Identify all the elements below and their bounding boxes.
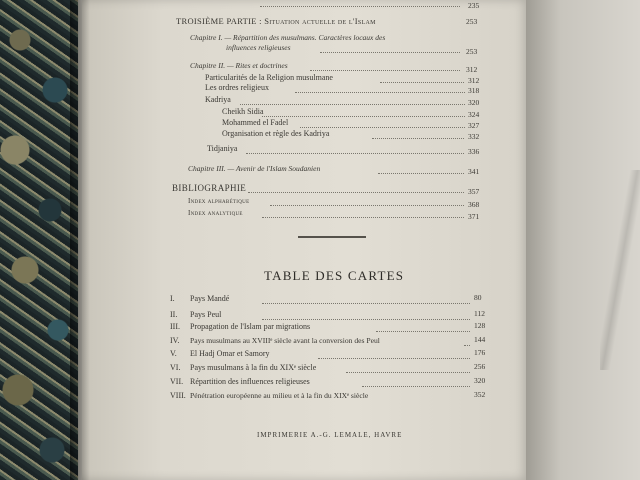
carte-page: 128	[474, 321, 486, 330]
toc-bibliographie: BIBLIOGRAPHIE	[172, 183, 247, 193]
carte-label: Propagation de l'Islam par migrations	[190, 322, 311, 331]
toc-partie: TROISIÈME PARTIE : Situation actuelle de l'Islam	[176, 16, 376, 26]
carte-label: Pays musulmans à la fin du XIXᵉ siècle	[190, 363, 317, 372]
carte-num: VIII.	[170, 391, 186, 400]
spine-shadow	[70, 0, 90, 480]
carte-page: 320	[474, 376, 486, 385]
carte-label: El Hadj Omar et Samory	[190, 349, 270, 358]
toc-item: Organisation et règle des Kadriya	[222, 129, 330, 138]
leader-dots	[380, 82, 464, 83]
toc-biblio-page: 357	[468, 187, 480, 196]
carte-num: III.	[170, 322, 180, 331]
toc-index-alpha-page: 368	[468, 200, 480, 209]
toc-item: Mohammed el Fadel	[222, 118, 289, 127]
leader-dots	[300, 127, 465, 128]
toc-item-page: 327	[468, 121, 480, 130]
toc-ch1-page: 253	[466, 47, 478, 56]
toc-item-page: 312	[468, 76, 480, 85]
toc-item-page: 336	[468, 147, 480, 156]
toc-index-anal-page: 371	[468, 212, 480, 221]
leader-dots	[310, 70, 460, 71]
leader-dots	[372, 138, 464, 139]
page-fold	[600, 170, 640, 370]
leader-dots	[270, 205, 464, 206]
carte-label: Pays Mandé	[190, 294, 230, 303]
toc-ch2-page: 312	[466, 65, 478, 74]
carte-page: 144	[474, 335, 486, 344]
carte-num: VI.	[170, 363, 181, 372]
table-des-cartes-title: TABLE DES CARTES	[264, 268, 405, 283]
carte-page: 352	[474, 390, 486, 399]
leader-dots	[262, 319, 470, 320]
leader-dots	[464, 345, 470, 346]
toc-item-page: 324	[468, 110, 480, 119]
leader-dots	[295, 92, 465, 93]
toc-ch1-line2: influences religieuses	[226, 43, 291, 52]
leader-dots	[248, 192, 464, 193]
section-rule	[298, 236, 366, 238]
leader-dots	[262, 303, 470, 304]
carte-label: Répartition des influences religieuses	[190, 377, 310, 386]
leader-dots	[318, 358, 470, 359]
leader-dots	[240, 104, 465, 105]
leader-dots	[346, 372, 470, 373]
carte-page: 112	[474, 309, 485, 318]
marbled-cover	[0, 0, 78, 480]
toc-index-anal: Index analytique	[188, 209, 243, 217]
carte-page: 176	[474, 348, 486, 357]
toc-partie-page: 253	[466, 17, 478, 26]
carte-num: I.	[170, 294, 175, 303]
toc-ch2: Chapitre II. — Rites et doctrines	[190, 61, 288, 70]
toc-item: Cheikh Sidia	[222, 107, 264, 116]
carte-num: VII.	[170, 377, 184, 386]
carte-num: II.	[170, 310, 178, 319]
leader-dots	[262, 116, 465, 117]
toc-ch1: Chapitre I. — Répartition des musulmans. Caractères locaux des	[190, 33, 386, 42]
toc-item: Les ordres religieux	[205, 83, 269, 92]
toc-item: Tidjaniya	[207, 144, 238, 153]
toc-item: Kadriya	[205, 95, 231, 104]
leader-dots	[262, 217, 464, 218]
toc-item: Particularités de la Religion musulmane	[205, 73, 333, 82]
carte-label: Pénétration européenne au milieu et à la fin du XIXᵉ siècle	[190, 391, 369, 400]
leader-dots	[362, 386, 470, 387]
carte-label: Pays Peul	[190, 310, 222, 319]
carte-num: IV.	[170, 336, 180, 345]
toc-item-page: 332	[468, 132, 480, 141]
leader-dots	[260, 6, 460, 7]
toc-index-alpha: Index alphabétique	[188, 197, 250, 205]
toc-item-page: 318	[468, 86, 480, 95]
book-page	[82, 0, 530, 480]
leader-dots	[320, 52, 460, 53]
imprint-line: IMPRIMERIE A.-G. LEMALE, HAVRE	[257, 431, 403, 439]
toc-item-page: 320	[468, 98, 480, 107]
leader-dots	[378, 173, 464, 174]
carte-label: Pays musulmans au XVIIIᵉ siècle avant la conversion des Peul	[190, 336, 380, 345]
leader-dots	[246, 153, 464, 154]
leader-dots	[376, 331, 470, 332]
carte-page: 256	[474, 362, 486, 371]
toc-ch3: Chapitre III. — Avenir de l'Islam Soudanien	[188, 164, 321, 173]
carte-page: 80	[474, 293, 482, 302]
toc-ch3-page: 341	[468, 167, 480, 176]
carte-num: V.	[170, 349, 177, 358]
